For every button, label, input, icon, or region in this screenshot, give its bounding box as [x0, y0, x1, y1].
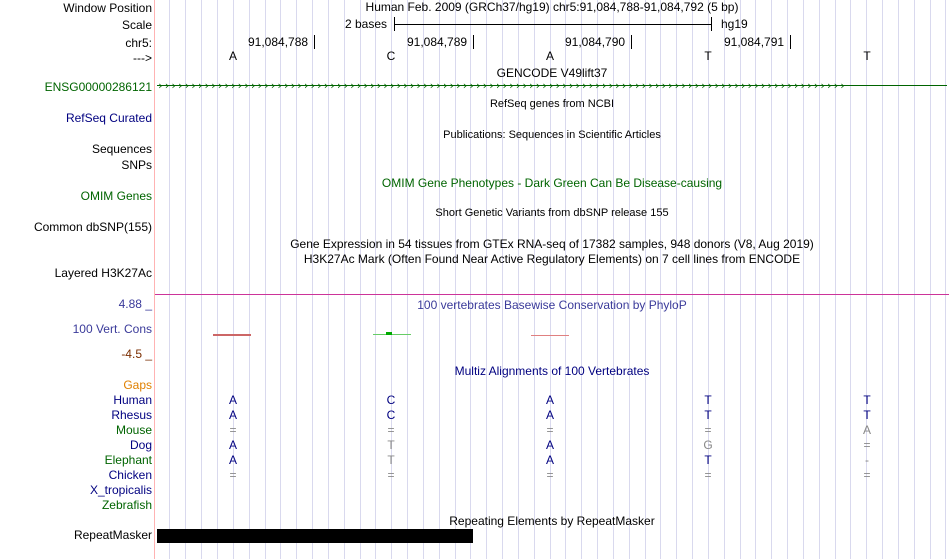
species-label-rhesus[interactable]: Rhesus [111, 408, 152, 422]
align-base-rhesus: C [386, 408, 396, 422]
track-label-cons[interactable]: 100 Vert. Cons [72, 322, 152, 336]
phylop-signal-peak [386, 332, 392, 335]
assembly-label: hg19 [721, 17, 748, 31]
label-separator [154, 0, 155, 559]
align-base-dog: T [387, 438, 395, 452]
coord-label: 91,084,788 [248, 35, 309, 49]
align-base-elephant: A [545, 453, 554, 467]
phylop-signal-2 [373, 334, 411, 335]
align-base-mouse: = [546, 423, 554, 437]
track-label-sequences[interactable]: Sequences [91, 142, 152, 156]
track-label-h3k27ac[interactable]: Layered H3K27Ac [54, 266, 152, 280]
label-window-position: Window Position [63, 1, 152, 15]
align-base-dog: A [228, 438, 237, 452]
track-title-refseq: RefSeq genes from NCBI [489, 98, 615, 110]
align-base-chicken: = [387, 468, 395, 482]
track-label-gaps[interactable]: Gaps [123, 378, 152, 392]
track-title-gtex: Gene Expression in 54 tissues from GTEx RNA-seq of 17382 samples, 948 donors (V8, Aug 2019) [290, 237, 814, 251]
track-label-dbsnp[interactable]: Common dbSNP(155) [33, 220, 152, 234]
align-base-elephant: A [228, 453, 237, 467]
species-label-mouse[interactable]: Mouse [115, 423, 152, 437]
align-base-human: T [863, 393, 871, 407]
coord-label: 91,084,791 [724, 35, 785, 49]
species-label-zebrafish[interactable]: Zebrafish [101, 498, 152, 512]
align-base-dog: A [545, 438, 554, 452]
species-label-human[interactable]: Human [113, 393, 152, 407]
track-title-dbsnp: Short Genetic Variants from dbSNP release 155 [435, 207, 669, 219]
track-title-phylop: 100 vertebrates Basewise Conservation by PhyloP [417, 298, 687, 312]
coord-tick [314, 35, 315, 49]
align-base-rhesus: A [228, 408, 237, 422]
align-base-elephant: - [865, 453, 869, 467]
track-label-ensg[interactable]: ENSG00000286121 [44, 80, 152, 94]
coord-tick [631, 35, 632, 49]
label-chr: chr5: [125, 36, 152, 50]
track-title-repeatmasker: Repeating Elements by RepeatMasker [449, 514, 655, 528]
scale-bar-right [711, 17, 712, 31]
species-label-xtropicalis[interactable]: X_tropicalis [89, 483, 152, 497]
align-base-rhesus: T [704, 408, 712, 422]
track-title-h3k27ac: H3K27Ac Mark (Often Found Near Active Regulatory Elements) on 7 cell lines from ENCODE [303, 252, 801, 266]
coord-tick [790, 35, 791, 49]
track-title-gencode: GENCODE V49lift37 [496, 66, 608, 80]
align-base-human: C [386, 393, 396, 407]
label-strand-arrow: ---> [133, 51, 152, 65]
align-base-mouse: = [387, 423, 395, 437]
ref-base: C [386, 49, 396, 63]
gencode-gene-line[interactable]: ›››››››››››››››››››››››››››››››››››››››››››››››››››››››››››››››››››››››››››››››››››››››››››››››››››››››› [157, 81, 947, 91]
align-base-chicken: = [863, 468, 871, 482]
window-position-text: Human Feb. 2009 (GRCh37/hg19) chr5:91,084,788-91,084,792 (5 bp) [365, 0, 739, 14]
align-base-rhesus: A [545, 408, 554, 422]
align-base-elephant: T [704, 453, 712, 467]
align-base-mouse: = [229, 423, 237, 437]
cons-min-value: -4.5 _ [121, 347, 152, 361]
track-label-refseq[interactable]: RefSeq Curated [65, 111, 152, 125]
align-base-human: A [228, 393, 237, 407]
track-label-snps[interactable]: SNPs [121, 158, 152, 172]
cons-max-value: 4.88 _ [118, 297, 152, 311]
phylop-signal-1 [213, 334, 251, 336]
label-scale: Scale [121, 18, 152, 32]
coord-label: 91,084,790 [565, 35, 626, 49]
align-base-human: A [545, 393, 554, 407]
align-base-chicken: = [546, 468, 554, 482]
scale-bar [394, 24, 712, 25]
ref-base: A [228, 49, 237, 63]
track-label-omim[interactable]: OMIM Genes [80, 189, 152, 203]
cons-top-line [155, 294, 949, 295]
align-base-dog: = [863, 438, 871, 452]
ref-base: T [863, 49, 871, 63]
species-label-elephant[interactable]: Elephant [104, 453, 152, 467]
coord-tick [473, 35, 474, 49]
align-base-human: T [704, 393, 712, 407]
track-title-multiz: Multiz Alignments of 100 Vertebrates [454, 364, 650, 378]
align-base-chicken: = [229, 468, 237, 482]
species-label-chicken[interactable]: Chicken [108, 468, 152, 482]
align-base-rhesus: T [863, 408, 871, 422]
track-title-publications: Publications: Sequences in Scientific Articles [443, 129, 661, 141]
align-base-chicken: = [704, 468, 712, 482]
align-base-mouse: = [704, 423, 712, 437]
phylop-signal-3 [531, 335, 569, 336]
ref-base: A [545, 49, 554, 63]
species-label-dog[interactable]: Dog [129, 438, 152, 452]
scale-label: 2 bases [345, 17, 388, 31]
repeatmasker-element[interactable] [157, 529, 473, 543]
coord-label: 91,084,789 [407, 35, 468, 49]
track-title-omim: OMIM Gene Phenotypes - Dark Green Can Be Disease-causing [381, 176, 723, 190]
ref-base: T [704, 49, 712, 63]
track-label-repeatmasker[interactable]: RepeatMasker [73, 528, 152, 542]
align-base-mouse: A [862, 423, 871, 437]
align-base-dog: G [703, 438, 713, 452]
align-base-elephant: T [387, 453, 395, 467]
